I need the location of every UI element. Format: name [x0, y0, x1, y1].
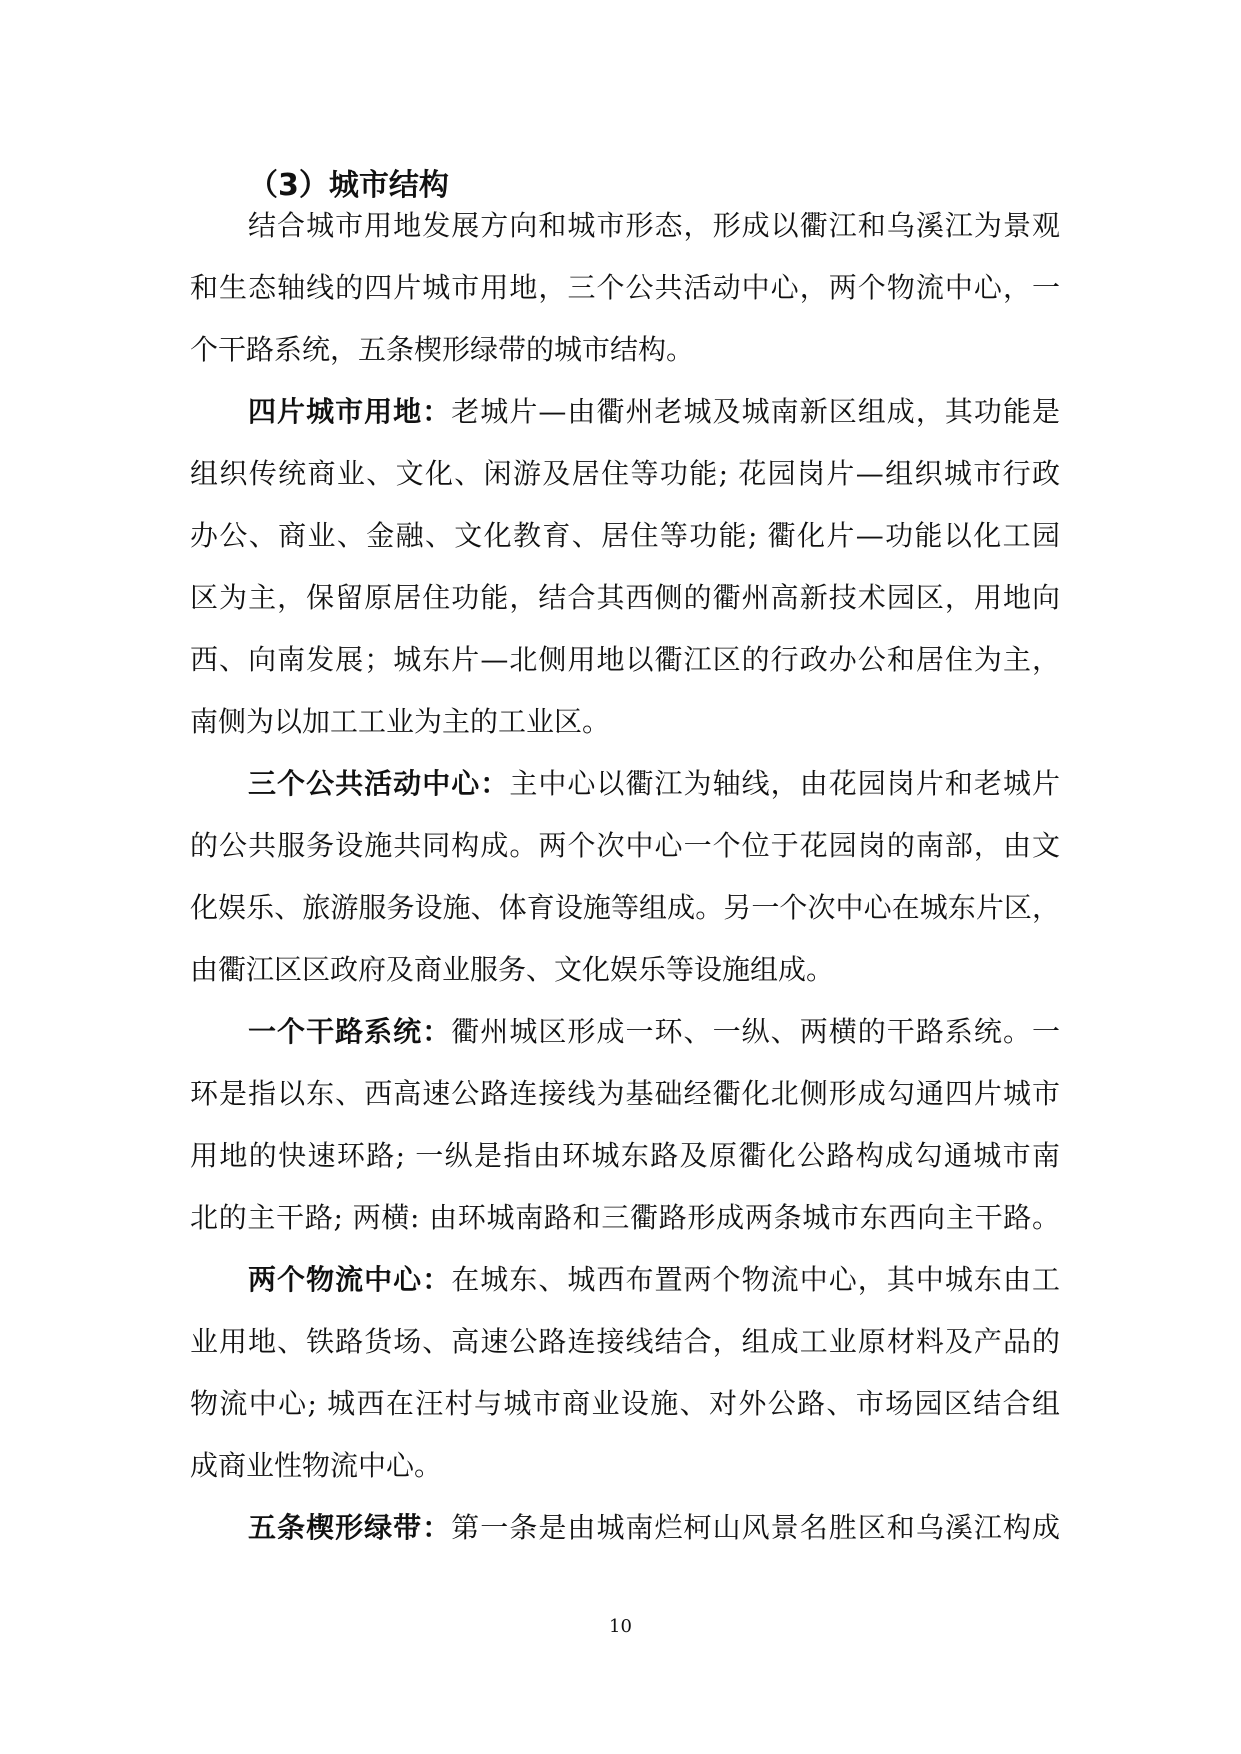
text-line: 业用地、铁路货场、高速公路连接线结合，组成工业原材料及产品的 — [190, 1325, 1060, 1358]
text-line: 和生态轴线的四片城市用地，三个公共活动中心，两个物流中心，一 — [190, 271, 1060, 304]
paragraph-lead: 四片城市用地： — [248, 395, 452, 428]
paragraph-text: 主中心以衢江为轴线，由花园岗片和老城片 — [509, 767, 1060, 800]
text-line — [248, 753, 1060, 815]
text-line: 用地的快速环路; 一纵是指由环城东路及原衢化公路构成勾通城市南 — [190, 1139, 1060, 1172]
text-line: 环是指以东、西高速公路连接线为基础经衢化北侧形成勾通四片城市 — [190, 1077, 1060, 1110]
text-line: 成商业性物流中心。 — [190, 1449, 443, 1482]
text-line — [248, 1497, 1060, 1559]
text-line: 南侧为以加工工业为主的工业区。 — [190, 705, 611, 738]
paragraph-lead: 三个公共活动中心： — [248, 767, 510, 800]
paragraph-text: 第一条是由城南烂柯山风景名胜区和乌溪江构成 — [451, 1511, 1060, 1544]
text-line — [248, 1249, 1060, 1311]
page-number: 10 — [609, 1616, 632, 1637]
text-line: 组织传统商业、文化、闲游及居住等功能; 花园岗片—组织城市行政 — [190, 457, 1060, 490]
text-line: 办公、商业、金融、文化教育、居住等功能; 衢化片—功能以化工园 — [190, 519, 1060, 552]
text-line — [248, 381, 1060, 443]
paragraph-lead: 两个物流中心： — [248, 1263, 452, 1296]
text-line: 北的主干路; 两横: 由环城南路和三衢路形成两条城市东西向主干路。 — [190, 1201, 1060, 1234]
text-line: 区为主，保留原居住功能，结合其西侧的衢州高新技术园区，用地向 — [190, 581, 1060, 614]
text-line: 化娱乐、旅游服务设施、体育设施等组成。另一个次中心在城东片区， — [190, 891, 1060, 924]
paragraph-text: 在城东、城西布置两个物流中心，其中城东由工 — [451, 1263, 1060, 1296]
text-line: 西、向南发展；城东片—北侧用地以衢江区的行政办公和居住为主， — [190, 643, 1060, 676]
paragraph-text: 老城片—由衢州老城及城南新区组成，其功能是 — [451, 395, 1060, 428]
text-line: 个干路系统，五条楔形绿带的城市结构。 — [190, 333, 695, 366]
text-line: 由衢江区区政府及商业服务、文化娱乐等设施组成。 — [190, 953, 835, 986]
text-line: 的公共服务设施共同构成。两个次中心一个位于花园岗的南部，由文 — [190, 829, 1060, 862]
section-heading: （3）城市结构 — [248, 168, 449, 203]
text-line: 结合城市用地发展方向和城市形态，形成以衢江和乌溪江为景观 — [248, 209, 1060, 242]
paragraph-text: 衢州城区形成一环、一纵、两横的干路系统。一 — [451, 1015, 1060, 1048]
text-line — [248, 1001, 1060, 1063]
text-line: 物流中心; 城西在汪村与城市商业设施、对外公路、市场园区结合组 — [190, 1387, 1060, 1420]
paragraph-lead: 五条楔形绿带： — [248, 1511, 452, 1544]
paragraph-lead: 一个干路系统： — [248, 1015, 452, 1048]
